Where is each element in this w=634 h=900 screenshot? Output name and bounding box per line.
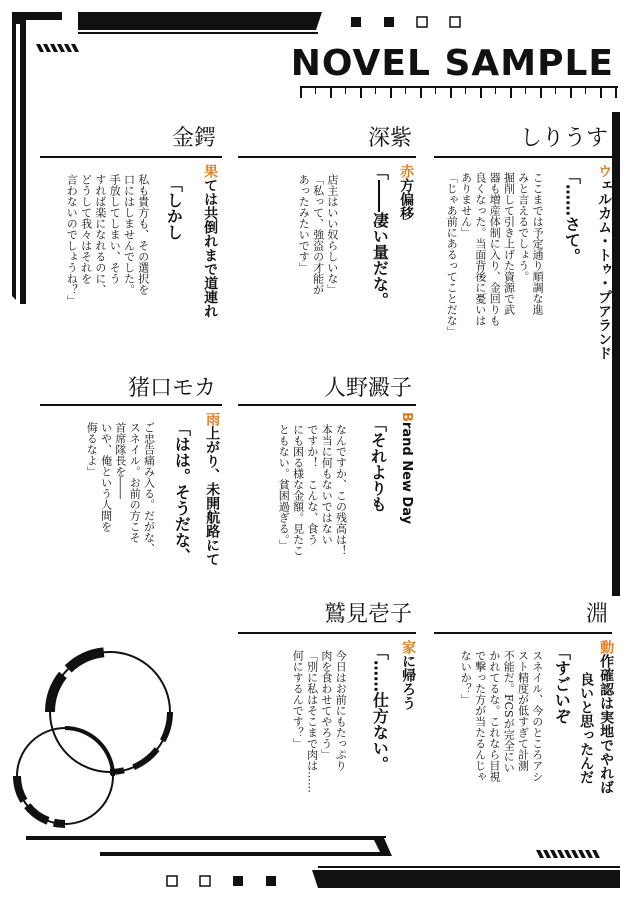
hatch-top-left <box>36 44 79 52</box>
catch-line: 「――凄い量だな。 <box>370 164 390 308</box>
sample-subtitle: 果ては共倒れまで道連れ <box>202 164 219 318</box>
author-name: 淵 <box>585 602 608 627</box>
square-outline <box>450 17 460 27</box>
divider-rule <box>238 156 416 158</box>
body-text: なんですか、この残高は！ 本当に何もないではない ですか！ こんな、食う にも困る様な金額。見たこ ともない。貧困過ぎる。」 <box>277 424 348 556</box>
hatch-bottom-right <box>536 850 600 858</box>
catch-line: 「しかし <box>164 176 184 240</box>
bottom-line <box>26 838 392 856</box>
divider-rule <box>40 404 222 406</box>
divider-rule <box>40 156 222 158</box>
sample-subtitle: 雨上がり、未開航路にて <box>204 412 221 566</box>
sample-subtitle: 家に帰ろう <box>400 640 417 710</box>
square-filled <box>351 17 361 27</box>
bottom-bar <box>312 870 620 888</box>
catch-line: 「すごいぞ <box>552 644 572 724</box>
divider-rule <box>434 156 612 158</box>
right-bracket <box>612 112 620 596</box>
divider-rule <box>238 404 416 406</box>
sample-subtitle: 赤方偏移 <box>398 164 415 220</box>
catch-line: 「それよりも <box>368 416 388 512</box>
divider-rule <box>238 632 416 634</box>
square-outline <box>417 17 427 27</box>
body-text: 今日はお前にもたっぷり 肉を食わせてやろう」 「別に私はそこまで肉は…… 何にするんです？」 <box>291 650 348 793</box>
square-filled <box>233 876 243 886</box>
sample-subtitle-cont: 良いと思ったんだ <box>578 672 595 784</box>
square-outline <box>200 876 210 886</box>
author-name: 深紫 <box>367 126 412 151</box>
top-bar <box>78 12 322 30</box>
catch-line: 「……仕方ない。 <box>370 644 390 772</box>
title-ruler <box>300 86 618 88</box>
page-title: NOVEL SAMPLE <box>290 43 614 84</box>
square-filled <box>384 17 394 27</box>
author-name: 人野澱子 <box>323 376 412 401</box>
square-outline <box>167 876 177 886</box>
ruler-ticks <box>300 88 617 98</box>
body-text: スネイル、今のところアシ スト精度が低すぎて計測 不能だ。FCSが完全にい かれてるな。これなら目視 で撃った方が当たるんじゃ ないか？」 <box>459 650 544 782</box>
divider-rule <box>434 632 612 634</box>
body-text: ここまでは予定通り順調な進 みと言えるでしょう。 掘削して引き上げた資源で武 器も増産体制に入り、金回りも 良くなった。当面背後に憂いは ありません」 「じゃあ前にあるってことだな」 <box>445 172 545 337</box>
catch-line: 「……さて。 <box>562 168 582 264</box>
body-text: ご忠告痛み入る。だがな、 スネイル。お前の方こそ 首席隊長を―― いや、俺という人間を 侮るなよ」 <box>85 422 156 554</box>
sample-subtitle: Brand New Day <box>398 412 414 525</box>
square-filled <box>266 876 276 886</box>
sample-subtitle: ウェルカム・トゥ・プアランド <box>596 164 613 360</box>
sample-subtitle: 動作確認は実地でやれば <box>598 640 615 794</box>
author-name: 猪口モカ <box>127 376 216 401</box>
body-text: 私も貴方も、その選択を 口にはしませんでした。 手放してしまい、そう すれば楽になれるのに、 どうして我々はそれを 言わないのでしょうね？」 <box>65 174 150 306</box>
author-name: しりうす <box>519 126 608 151</box>
circle-decoration <box>17 652 170 824</box>
body-text: 店主はいい奴らしいな」 「私って、強盗の才能が あったみたいです」 <box>297 174 339 295</box>
catch-line: 「はは。そうだな、 <box>172 420 192 564</box>
author-name: 金鍔 <box>171 126 216 151</box>
author-name: 鷲見壱子 <box>323 602 412 627</box>
